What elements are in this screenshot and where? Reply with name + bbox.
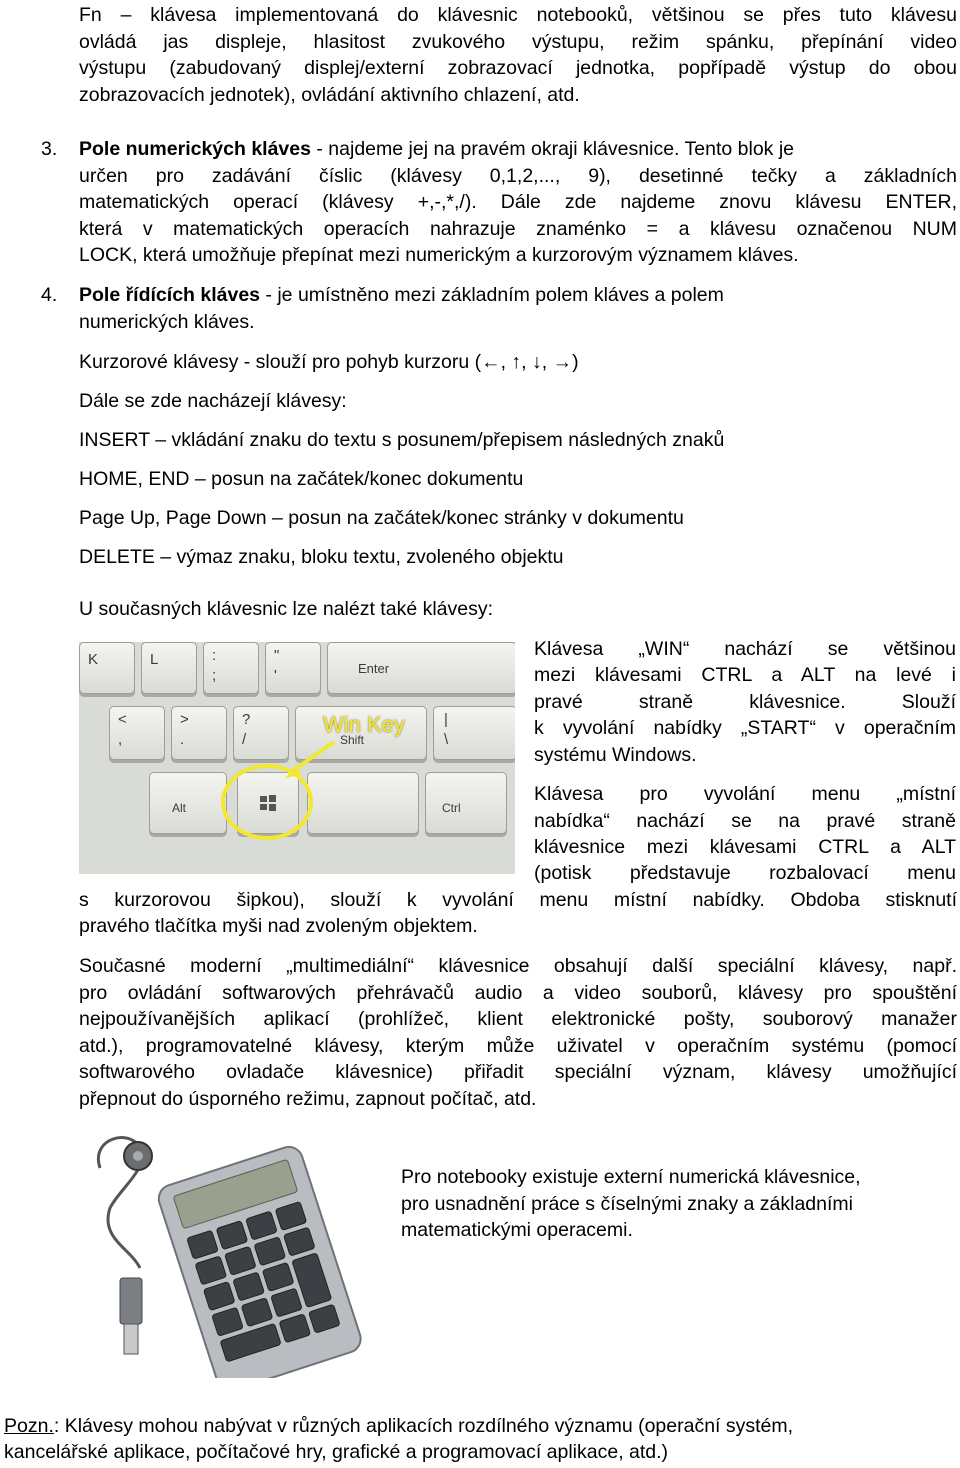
key-label: < [118,711,127,728]
note-label: Pozn. [4,1415,54,1437]
page-up-down-text: Page Up, Page Down – posun na začátek/konec stránky v dokumentu [79,507,684,529]
intro-line: zobrazovacích jednotek), ovládání aktivního chlazení, atd. [79,84,580,106]
section-3-first-line [79,138,957,161]
key-label: Ctrl [442,801,461,815]
key-label: Shift [340,733,365,747]
key-label: : [212,647,217,664]
win-key-line: Klávesa „WIN“ nachází se většinou [534,638,956,660]
numeric-keypad-photo [90,1128,390,1378]
win-key-line: mezi klávesami CTRL a ALT na levé i [534,664,956,686]
win-key-line: systému Windows. [534,744,697,766]
multimedia-line: softwarového ovladače klávesnice) přiřadit speciální význam, klávesy umožňující [79,1061,957,1083]
menu-key-line: s kurzorovou šipkou), slouží k vyvolání menu místní nabídky. Obdoba stisknutí [79,889,957,911]
win-key-label: Win Key [323,712,405,737]
win-key-line: pravé straně klávesnice. Slouží [534,691,956,713]
menu-key-line: pravého tlačítka myši nad zvoleným objektem. [79,915,478,937]
key-label: ' [274,667,277,684]
home-end-text: HOME, END – posun na začátek/konec dokumentu [79,468,524,490]
notebook-line: matematickými operacemi. [401,1219,633,1241]
section-4-first-line [79,284,724,307]
intro-line: ovládá jas displeje, hlasitost zvukového výstupu, režim spánku, přepínání video [79,31,957,53]
section-line: určen pro zadávání číslic (klávesy 0,1,2,..., 9), desetinné tečky a základních [79,165,957,187]
key-label: . [180,731,185,748]
intro-line: výstupu (zabudovaný displej/externí zobrazovací jednotka, popřípadě výstup do obou [79,57,957,79]
multimedia-line: přepnout do úsporného režimu, zapnout počítač, atd. [79,1088,537,1110]
cursor-keys-text: Kurzorové klávesy - slouží pro pohyb kurzoru (←, ↑, ↓, →) [79,351,579,373]
multimedia-line: pro ovládání softwarových přehrávačů audio a video souborů, klávesy pro spouštění [79,982,957,1004]
section-line: LOCK, která umožňuje přepínat mezi numerickým a kurzorovým významem kláves. [79,244,799,266]
key-label: | [444,711,448,728]
win-key-callout [79,642,515,874]
note-line: kancelářské aplikace, počítačové hry, grafické a programovací aplikace, atd.) [4,1441,669,1463]
section-line: matematických operací (klávesy +,-,*,/). Dále zde najdeme znovu klávesu ENTER, [79,191,957,213]
win-key-line: k vyvolání nabídky „START“ v operačním [534,717,956,739]
menu-key-line: nabídka“ nachází se na pravé straně [534,810,956,832]
key-label: Enter [358,661,390,676]
key-label: ; [212,667,217,684]
section-heading: Pole řídících kláves [79,284,261,306]
multimedia-line: atd.), programovatelné klávesy, kterým může uživatel v operačním systému (pomocí [79,1035,957,1057]
intro-line: Fn – klávesa implementovaná do klávesnic notebooků, většinou se přes tuto klávesu [79,4,957,26]
key-label: / [242,731,247,748]
note-text: : Klávesy mohou nabývat v různých aplikacích rozdílného významu (operační systém, [53,1415,794,1437]
section-line: numerických kláves. [79,311,255,333]
note-line [4,1415,793,1438]
section-heading: Pole numerických kláves [79,138,311,160]
key-label: ? [242,711,251,728]
section-line: která v matematických operacích nahrazuje znaménko = a klávesu označenou NUM [79,218,957,240]
key-label: \ [444,731,449,748]
key-label: " [274,647,280,664]
menu-key-line: klávesnice mezi klávesami CTRL a ALT [534,836,956,858]
key-label: L [150,651,159,668]
keyboard-photo [79,642,515,874]
delete-key-text: DELETE – výmaz znaku, bloku textu, zvoleného objektu [79,546,564,568]
highlight-circle [223,766,311,838]
insert-key-text: INSERT – vkládání znaku do textu s posunem/přepisem následných znaků [79,429,725,451]
notebook-line: Pro notebooky existuje externí numerická klávesnice, [401,1166,861,1188]
multimedia-line: Současné moderní „multimediální“ klávesnice obsahují další speciální klávesy, např. [79,955,957,977]
usb-connector [124,1324,138,1354]
notebook-line: pro usnadnění práce s číselnými znaky a základními [401,1193,853,1215]
also-keys-text: Dále se zde nacházejí klávesy: [79,390,347,412]
menu-key-line: Klávesa pro vyvolání menu „místní [534,783,956,805]
multimedia-line: nejpoužívanějších aplikací (prohlížeč, klient elektronické pošty, souborový manažer [79,1008,957,1030]
menu-key-line: (potisk představuje rozbalovací menu [534,862,956,884]
key-label: > [180,711,189,728]
usb-plug [120,1278,142,1324]
section-number: 4. [41,284,58,306]
key-label: Alt [172,801,187,815]
key-label: , [118,731,123,748]
section-text: - je umístněno mezi základním polem kláves a polem [260,284,724,306]
section-number: 3. [41,138,58,160]
key-label: K [88,651,99,668]
current-keyboards-text: U současných klávesnic lze nalézt také klávesy: [79,598,494,620]
section-text: - najdeme jej na pravém okraji klávesnice. Tento blok je [310,138,795,160]
